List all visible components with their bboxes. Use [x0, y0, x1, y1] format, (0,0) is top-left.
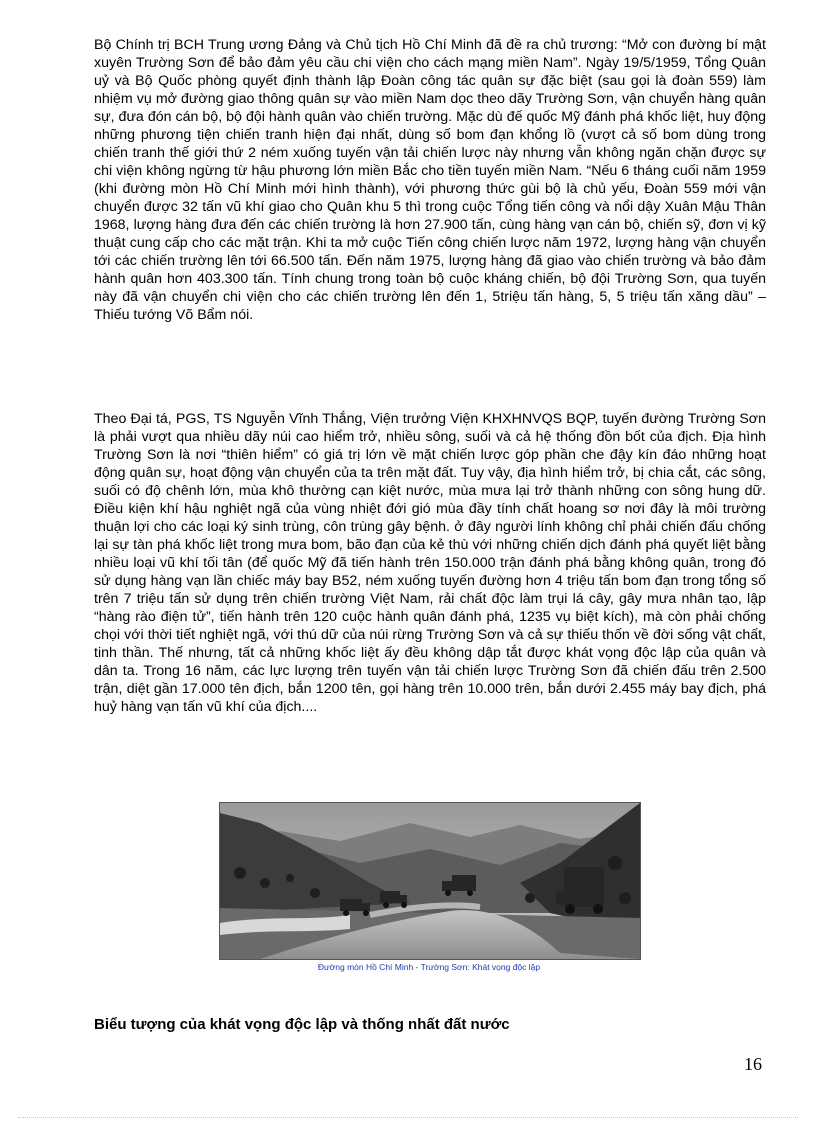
body-paragraph-2: Theo Đại tá, PGS, TS Nguyễn Vĩnh Thắng, Viện trưởng Viện KHXHNVQS BQP, tuyến đường Trường Sơn là phải vượt qua nhiều dãy núi cao hiểm trở, nhiều sông, suối và cả hệ thống đồn bốt của địch. Địa hình Trường Sơn là nơi “thiên hiểm” có giá trị lớn về mặt chiến lược góp phần che đậy kín đáo những hoạt động quân sự, hoạt động vận chuyển của ta trên mặt đất. Tuy vậy, địa hình hiểm trở, bị chia cắt, các sông, suối có độ chênh lớn, mùa khô thường cạn kiệt nước, mùa mưa lại trở thành những con sông hung dữ. Điều kiện khí hậu nghiệt ngã của vùng nhiệt đới gió mùa đầy tính chất hoang sơ nơi đây là môi trường thuận lợi cho các loại ký sinh trùng, côn trùng gây bệnh. ở đây người lính không chỉ phải chiến đấu chống lại sự tàn phá khốc liệt trong mưa bom, bão đạn của kẻ thù với những chiến dịch đánh phá quyết liệt bằng nhiều loại vũ khí tối tân (để quốc Mỹ đã tiến hành trên 150.000 trận đánh phá bằng không quân, trong đó sử dụng hàng vạn lần chiếc máy bay B52, ném xuống tuyến đường hơn 4 triệu tấn bom đạn trong tổng số trên 7 triệu tấn sử dụng trên chiến trường Việt Nam, rải chất độc làm trụi lá cây, gây mưa nhân tạo, lập “hàng rào điện tử”, tiến hành trên 120 cuộc hành quân đánh phá, 1235 vụ biệt kích), mà còn phải chống chọi với thời tiết nghiệt ngã, với thú dữ của núi rừng Trường Sơn và cả sự thiếu thốn về đời sống vật chất, tinh thần. Thế nhưng, tất cả những khốc liệt ấy đều không dập tắt được khát vọng độc lập của quân và dân ta. Trong 16 năm, các lực lượng trên tuyến vận tải chiến lược Trường Sơn đã chiến đấu trên 2.500 trận, diệt gần 17.000 tên địch, bắn 1200 tên, gọi hàng trên 10.000 trên, bắn dưới 2.455 máy bay địch, phá huỷ hàng vạn tấn vũ khí của địch.... [94, 411, 766, 715]
footer-divider [18, 1117, 798, 1118]
section-heading: Biểu tượng của khát vọng độc lập và thống nhất đất nước [94, 1016, 510, 1033]
body-paragraph-1: Bộ Chính trị BCH Trung ương Đảng và Chủ tịch Hồ Chí Minh đã đề ra chủ trương: “Mở con đường bí mật xuyên Trường Sơn để bảo đảm yêu cầu chi viện cho cách mạng miền Nam”. Ngày 19/5/1959, Tổng Quân uỷ và Bộ Quốc phòng quyết định thành lập Đoàn công tác quân sự đặc biệt (sau gọi là đoàn 559) làm nhiệm vụ mở đường giao thông quân sự vào miền Nam dọc theo dãy Trường Sơn, vận chuyển hàng quân sự, đưa đón cán bộ, bộ đội hành quân vào chiến trường. Mặc dù đế quốc Mỹ đánh phá khốc liệt, huy động những phương tiện chiến tranh hiện đại nhất, dùng số bom đạn khổng lồ (vượt cả số bom dùng trong chiến tranh thế giới thứ 2 ném xuống tuyến vận tải chiến lược này nhưng vẫn không ngăn chặn được sự chi viện không ngừng từ hậu phương lớn miền Bắc cho tiền tuyến miền Nam. “Nếu 6 tháng cuối năm 1959 (khi đường mòn Hồ Chí Minh mới hình thành), với phương thức gùi bộ là chủ yếu, Đoàn 559 mới vận chuyển được 32 tấn vũ khí giao cho Quân khu 5 thì trong cuộc Tổng tiến công và nổi dậy Xuân Mậu Thân 1968, lượng hàng đưa đến các chiến trường là hơn 27.900 tấn, cùng hàng vạn cán bộ, chiến sỹ, đơn vị kỹ thuật cung cấp cho các mặt trận. Khi ta mở cuộc Tiến công chiến lược năm 1972, lượng hàng vận chuyển tới các chiến trường lên tới 66.500 tấn. Đến năm 1975, lượng hàng đã giao vào chiến trường và bảo đảm hành quân hơn 403.300 tấn. Tính chung trong toàn bộ cuộc kháng chiến, bộ đội Trường Sơn, qua tuyến này đã vận chuyển chi viện cho các chiến trường lên đến 1, 5triệu tấn hàng, 5, 5 triệu tấn xăng dầu” – Thiếu tướng Võ Bẩm nói. [94, 37, 766, 323]
truong-son-road-photo [219, 802, 641, 960]
page-number: 16 [744, 1054, 762, 1074]
photo-caption: Đường mòn Hồ Chí Minh - Trường Sơn: Khát vọng độc lập [317, 962, 541, 972]
